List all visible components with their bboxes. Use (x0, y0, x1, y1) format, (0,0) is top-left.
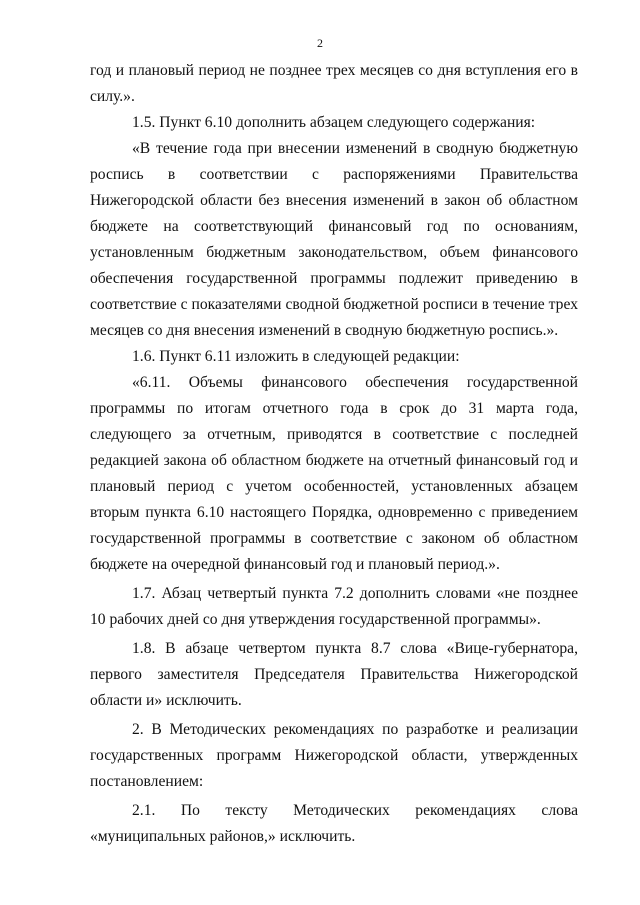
paragraph-2: 2. В Методических рекомендациях по разработке и реализации государственных программ Нижегородской области, утвержденных постановлением: (90, 721, 578, 790)
paragraph-1-6: 1.6. Пункт 6.11 изложить в следующей редакции: (132, 348, 460, 365)
paragraph-continuation: год и плановый период не позднее трех месяцев со дня вступления его в силу.». (90, 62, 578, 105)
paragraph-2-1: 2.1. По тексту Методических рекомендациях слова «муниципальных районов,» исключить. (90, 802, 578, 845)
paragraph-1-8: 1.8. В абзаце четвертом пункта 8.7 слова «Вице-губернатора, первого заместителя Председателя Правительства Нижегородской области и» исключить. (90, 640, 578, 709)
paragraph-1-5: 1.5. Пункт 6.10 дополнить абзацем следующего содержания: (132, 114, 536, 131)
page-number: 2 (317, 36, 323, 50)
paragraph-quote-6-10: «В течение года при внесении изменений в сводную бюджетную роспись в соответствии с распоряжениями Правительства Нижегородской области без внесения изменений в закон об областном бюджете на соответствующий финансовый год по основаниям, установленным бюджетным законодательством, объем финансового обеспечения государственной программы подлежит приведению в соответствие с показателями сводной бюджетной росписи в течение трех месяцев со дня внесения изменений в сводную бюджетную роспись.». (90, 140, 578, 339)
document-body (90, 58, 578, 850)
paragraph-quote-6-11: «6.11. Объемы финансового обеспечения государственной программы по итогам отчетного года в срок до 31 марта года, следующего за отчетным, приводятся в соответствие с последней редакцией закона об областном бюджете на отчетный финансовый год и плановый период с учетом особенностей, установленных абзацем вторым пункта 6.10 настоящего Порядка, одновременно с приведением государственной программы в соответствие с законом об областном бюджете на очередной финансовый год и плановый период.». (90, 374, 578, 573)
paragraph-1-7: 1.7. Абзац четвертый пункта 7.2 дополнить словами «не позднее 10 рабочих дней со дня утверждения государственной программы». (90, 585, 578, 628)
